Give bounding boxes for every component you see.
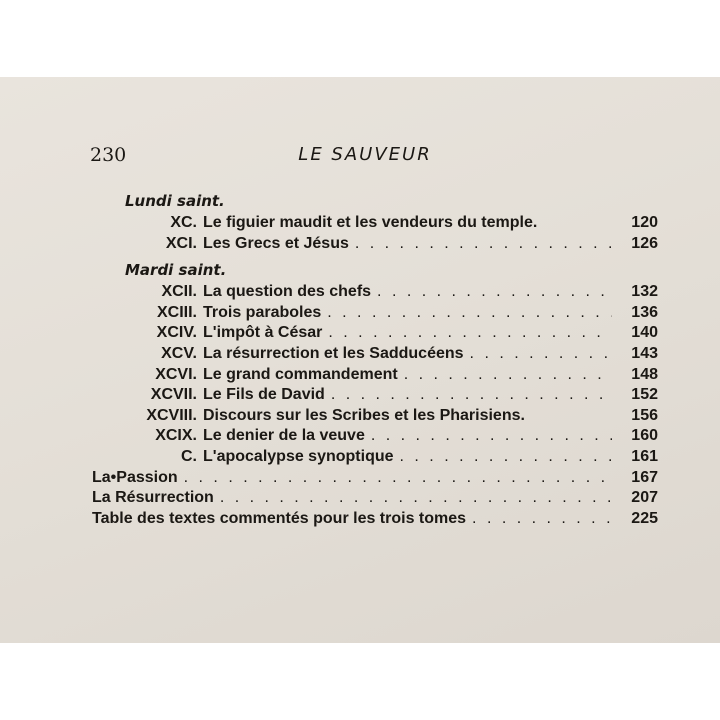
dot-leader [184,468,612,489]
page-ref: 140 [631,324,658,342]
chapter-title: Le figuier maudit et les vendeurs du temple. [203,214,538,231]
dot-leader [355,234,612,255]
chapter-title: Trois paraboles [203,303,322,321]
chapter-number: XCII. [161,283,197,301]
page-ref: 126 [631,234,658,252]
page-ref: 161 [631,447,658,465]
page-ref: 132 [631,283,658,301]
chapter-title: Le grand commandement [203,365,398,383]
page-number: 230 [90,144,127,166]
page-ref: 143 [631,344,658,362]
chapter-title: L'impôt à César [203,324,323,342]
dot-leader [327,303,612,324]
dot-leader [400,447,612,468]
chapter-title: La résurrection et les Sadducéens [203,344,464,362]
page-ref: 167 [631,468,658,486]
dot-leader [371,426,612,447]
dot-leader [220,488,612,509]
toc-entry [92,406,658,427]
toc-entry [92,282,658,303]
section-heading-lundi: Lundi saint. [125,192,225,210]
page-ref: 120 [631,214,658,231]
toc-entry [92,323,658,344]
page-header [90,144,640,170]
chapter-title: Le denier de la veuve [203,427,365,445]
dot-leader [404,365,612,386]
toc-entry [92,447,658,468]
page-ref: 207 [631,489,658,507]
chapter-number: XCVII. [150,386,197,404]
dot-leader [470,344,612,365]
chapter-number: XCIII. [156,303,197,321]
book-page [0,77,720,643]
section-heading-mardi: Mardi saint. [125,261,227,280]
toc-entry [92,213,658,234]
dot-leader [328,323,612,344]
toc-entry-top [92,509,658,530]
chapter-title: Les Grecs et Jésus [203,234,349,252]
chapter-number: XC. [170,214,197,231]
chapter-number: XCIX. [155,427,197,445]
chapter-number: C. [181,447,197,465]
page-ref: 148 [631,365,658,383]
toc-entry-top [92,488,658,509]
toc-entry [92,365,658,386]
chapter-number: XCI. [165,234,197,252]
chapter-title: La question des chefs [203,283,372,301]
part-title: La•Passion [92,468,178,486]
toc-entry-top [92,468,658,489]
chapter-number: XCV. [161,344,197,362]
page-ref: 225 [631,509,658,527]
part-title: Table des textes commentés pour les trois tomes [92,509,467,527]
table-of-contents [92,189,658,529]
page-ref: 136 [631,303,658,321]
toc-entry [92,234,658,255]
toc-entry [92,303,658,324]
chapter-title: Discours sur les Scribes et les Pharisiens. [203,406,525,424]
chapter-title: L'apocalypse synoptique [203,447,394,465]
chapter-number: XCVI. [155,365,197,383]
chapter-number: XCVIII. [146,406,197,424]
running-title: LE SAUVEUR [298,144,432,165]
chapter-number: XCIV. [156,324,197,342]
page-ref: 160 [631,427,658,445]
dot-leader [331,385,612,406]
toc-entry [92,385,658,406]
page-ref: 152 [631,386,658,404]
dot-leader [472,509,612,530]
toc-entry [92,426,658,447]
dot-leader [377,282,612,303]
page-ref: 156 [631,406,658,424]
toc-entry [92,344,658,365]
chapter-title: Le Fils de David [203,386,325,404]
part-title: La Résurrection [92,489,214,507]
